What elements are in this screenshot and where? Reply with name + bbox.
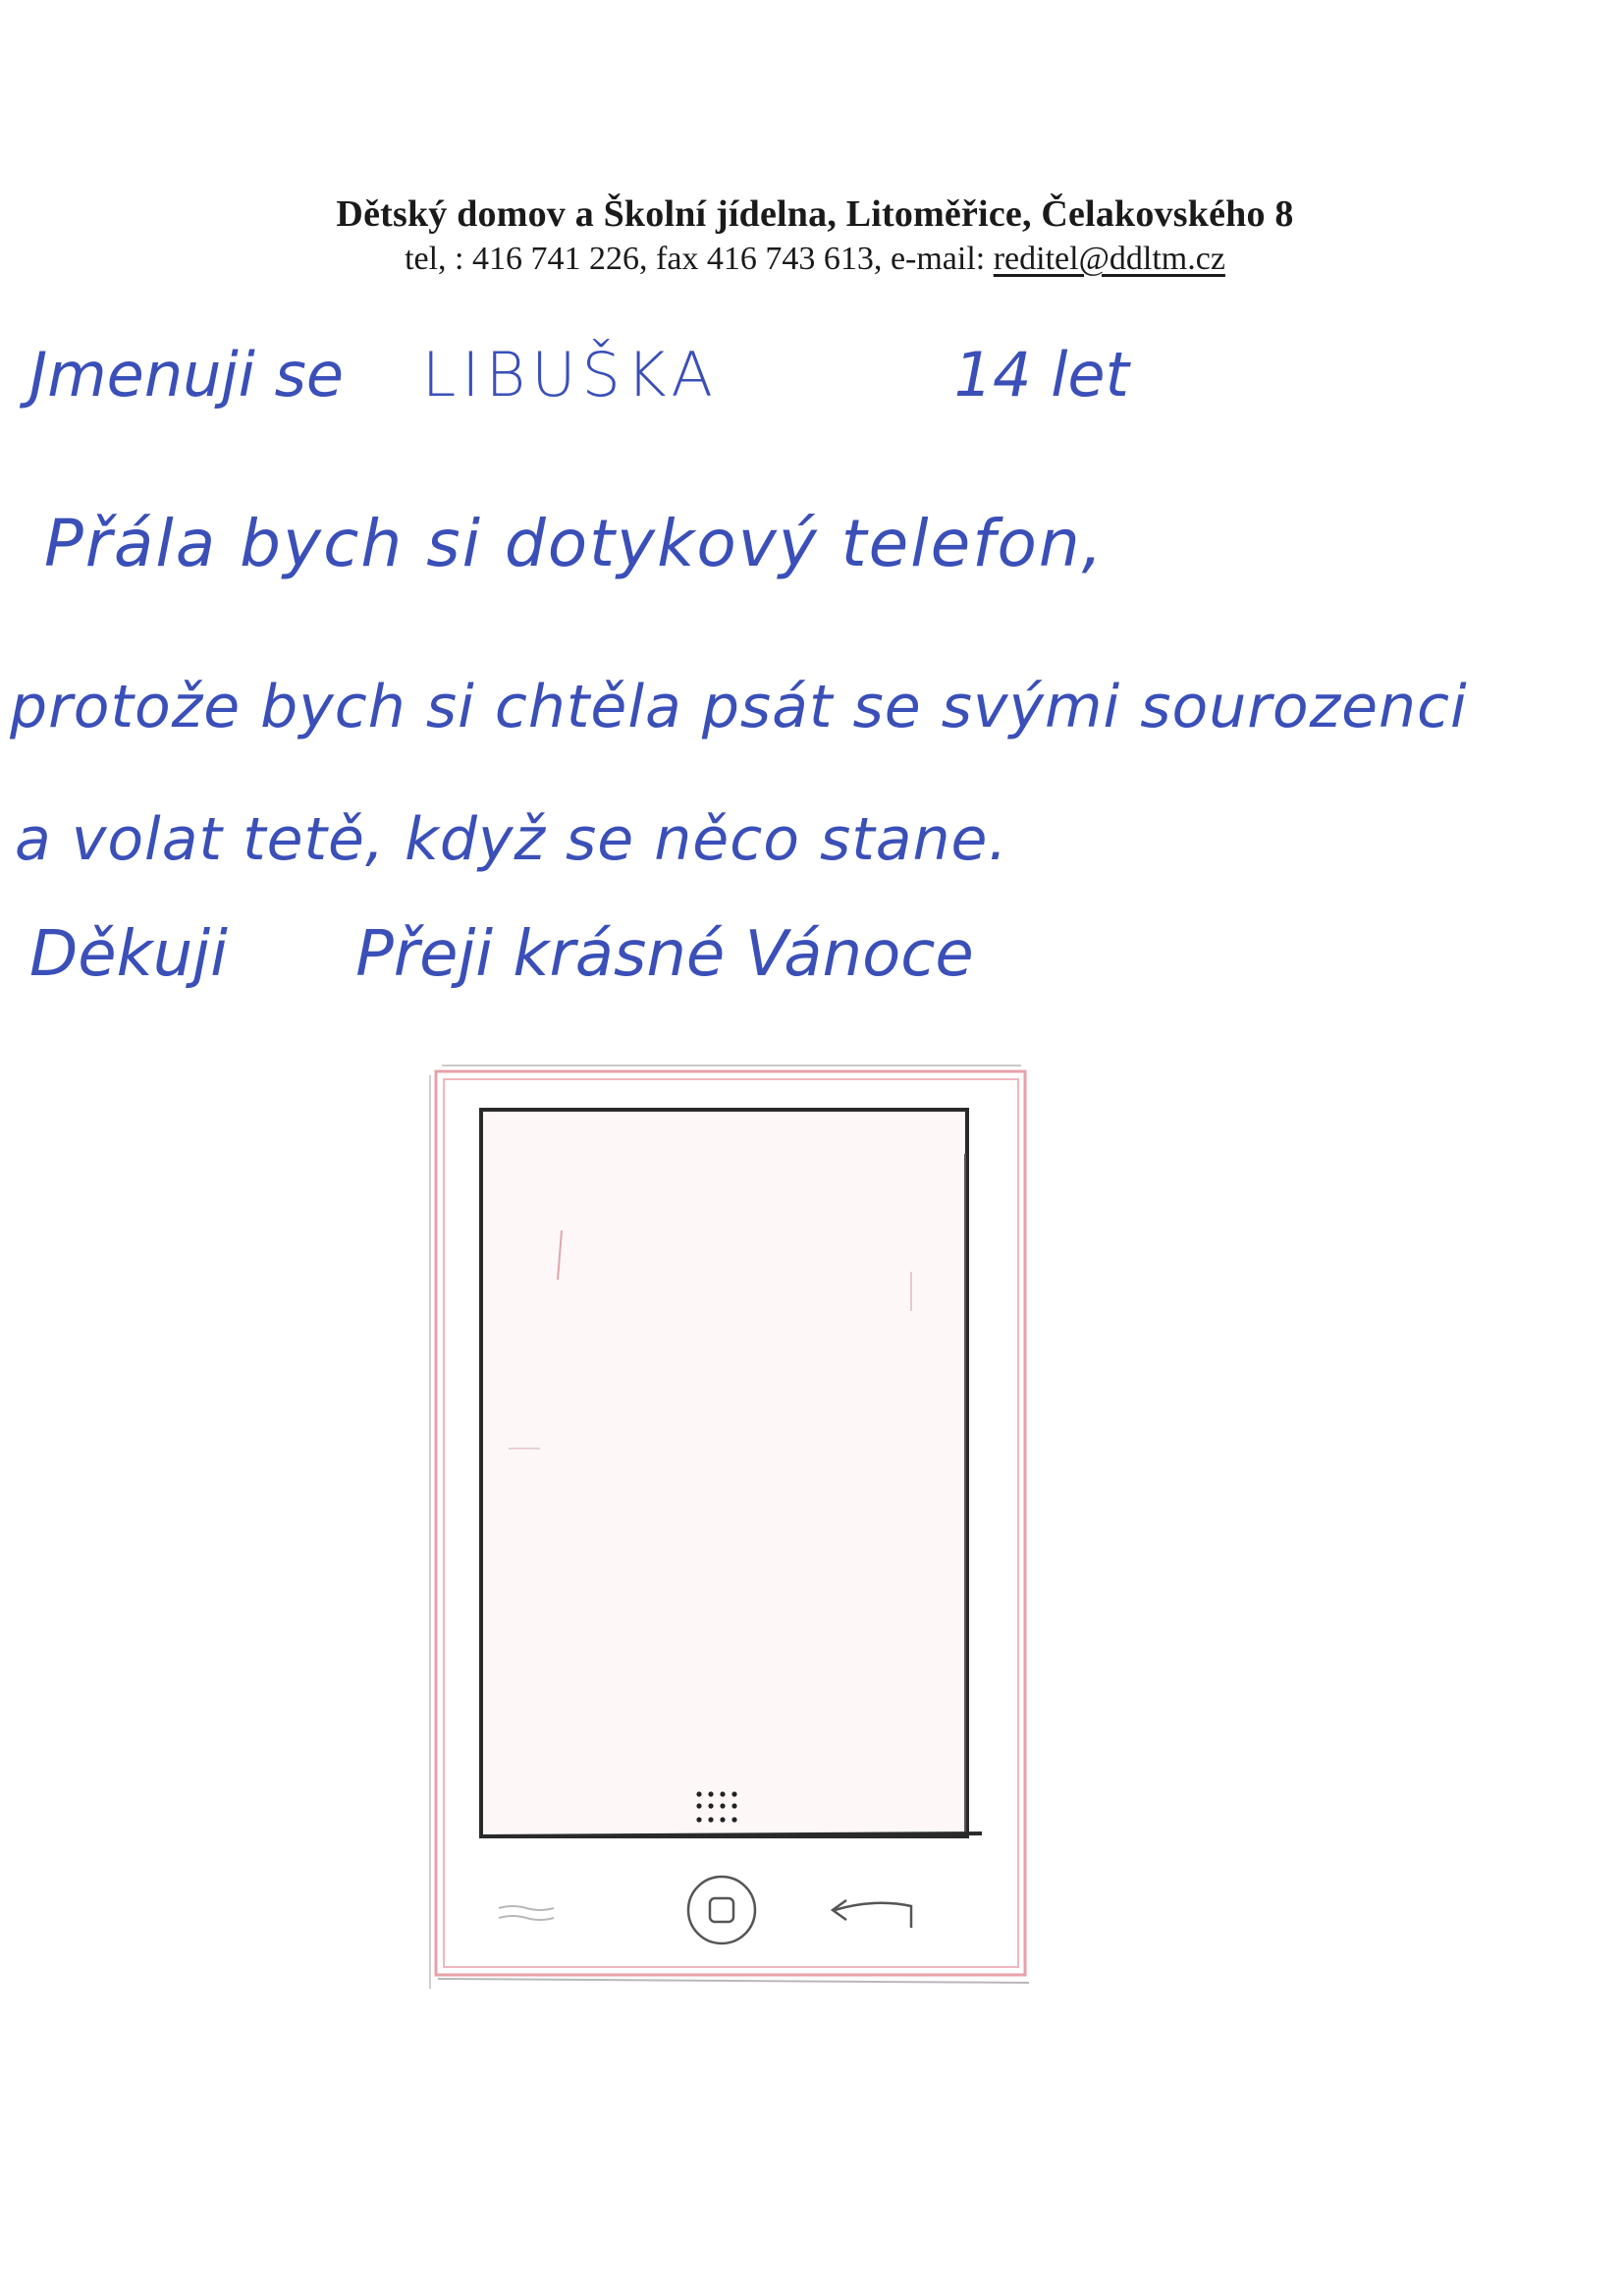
menu-icon	[499, 1906, 554, 1920]
intro-text: Jmenuji se	[29, 339, 345, 410]
email-label: e-mail:	[890, 241, 986, 277]
letterhead	[226, 191, 1404, 280]
christmas-wish: Přeji krásné Vánoce	[355, 918, 974, 991]
wish-line-1: Přála bych si dotykový telefon,	[44, 506, 1105, 581]
home-button-icon	[688, 1877, 755, 1943]
fax-number: fax 416 743 613,	[656, 241, 883, 277]
bottom-pencil-line	[438, 1979, 1029, 1983]
child-age: 14 let	[953, 339, 1129, 410]
intro-line	[29, 339, 1129, 410]
email-address[interactable]: reditel@ddltm.cz	[993, 241, 1225, 277]
screen	[481, 1110, 967, 1836]
back-arrow-icon	[833, 1900, 911, 1928]
wish-line-3: a volat tetě, když se něco stane.	[15, 805, 1008, 874]
organization-name: Dětský domov a Školní jídelna, Litoměřice, Čelakovského 8	[336, 193, 1294, 235]
thanks-text: Děkuji	[29, 918, 228, 991]
child-name: LIBUŠKA	[421, 339, 719, 410]
wish-line-2: protože bych si chtěla psát se svými sourozenci	[10, 673, 1468, 741]
phone-number: tel, : 416 741 226,	[405, 241, 648, 277]
phone-drawing	[422, 1056, 1041, 1998]
closing-line	[29, 918, 974, 991]
phone-sketch	[422, 1056, 1041, 1998]
contact-line	[226, 239, 1404, 280]
